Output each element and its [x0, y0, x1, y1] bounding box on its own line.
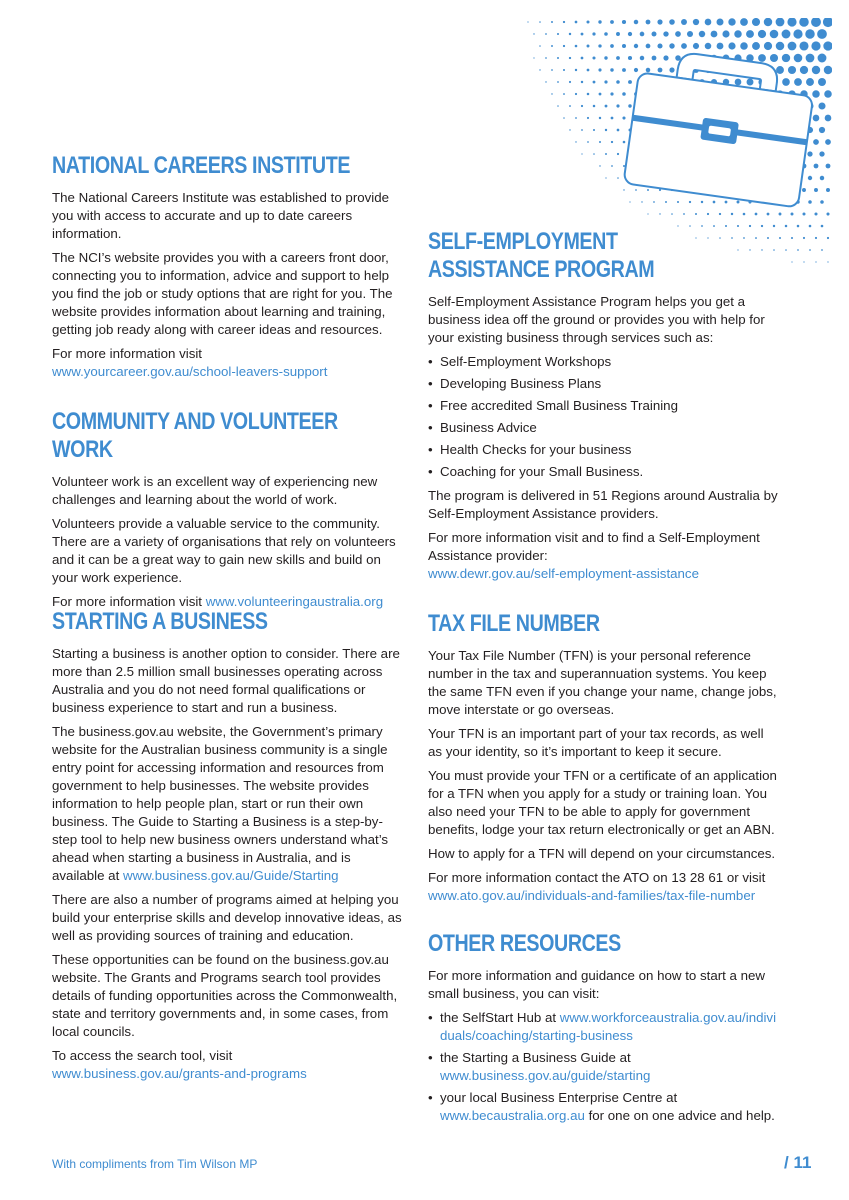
sea-services-list [428, 353, 778, 481]
business-visit-text: To access the search tool, visit [52, 1048, 233, 1063]
volunteer-heading: COMMUNITY AND VOLUNTEER WORK [52, 408, 338, 463]
tfn-heading: TAX FILE NUMBER [428, 610, 600, 637]
briefcase-icon [623, 46, 816, 207]
volunteer-paragraph-2: Volunteers provide a valuable service to the community. There are a variety of organisations that rely on volunteers and it can be a great way to gain new skills and build on your work experience. [52, 516, 396, 585]
sea-link[interactable]: www.dewr.gov.au/self-employment-assistance [428, 566, 699, 581]
tfn-contact-text: For more information contact the ATO on 13 28 61 or visit [428, 870, 766, 885]
volunteer-visit-text: For more information visit [52, 594, 202, 609]
list-item: • the Starting a Business Guide at www.business.gov.au/guide/starting [428, 1050, 651, 1083]
nci-paragraph-1: The National Careers Institute was established to provide you with access to accurate and up to date careers information. [52, 190, 390, 241]
business-paragraph-2 [52, 723, 402, 885]
list-item: • Self-Employment Workshops [428, 354, 612, 369]
business-guide-starting-link[interactable]: www.business.gov.au/guide/starting [440, 1068, 651, 1083]
list-item: • Business Advice [428, 420, 537, 435]
list-item: • your local Business Enterprise Centre at www.becaustralia.org.au for one on one advice and help. [428, 1090, 775, 1123]
business-paragraph-4: These opportunities can be found on the business.gov.au website. The Grants and Programs search tool provides details of funding opportunities across the Commonwealth, state and territory governments and, in some cases, from local councils. [52, 952, 398, 1039]
tfn-paragraph-5 [428, 869, 778, 905]
sea-heading [428, 228, 778, 284]
nci-paragraph-3 [52, 345, 402, 381]
sea-heading-line-2: ASSISTANCE PROGRAM [428, 256, 655, 283]
business-paragraph-3: There are also a number of programs aimed at helping you build your enterprise skills and develop innovative ideas, as well as providing sources of training and education. [52, 892, 402, 943]
footer-compliments: With compliments from Tim Wilson MP [52, 1157, 258, 1171]
list-item: • Developing Business Plans [428, 376, 602, 391]
business-paragraph-5 [52, 1047, 402, 1083]
tfn-link[interactable]: www.ato.gov.au/individuals-and-families/tax-file-number [428, 888, 756, 903]
nci-link[interactable]: www.yourcareer.gov.au/school-leavers-support [52, 364, 328, 379]
business-heading: STARTING A BUSINESS [52, 608, 268, 635]
sea-heading-line-1: SELF-EMPLOYMENT [428, 228, 618, 255]
nci-paragraph-2: The NCI’s website provides you with a careers front door, connecting you to information, advice and support to help you find the job or study options that are right for you. The website provides information about learning and training, getting job ready along with career ideas and resources. [52, 250, 393, 337]
tfn-section [428, 610, 778, 911]
business-paragraph-2-text: The business.gov.au website, the Government’s primary website for the Australian business community is a single entry point for accessing information and resources from government to help businesses. The website provides information to help people plan, start or run their own business. The Guide to Starting a Business is a step-by-step tool to help new business owners understand what’s ahead when starting a business in Australia, and is available at [52, 724, 389, 883]
business-paragraph-1: Starting a business is another option to consider. There are more than 2.5 million small businesses operating across Australia and you do not need formal qualifications or business experience to start and run a business. [52, 646, 400, 715]
volunteer-paragraph-1: Volunteer work is an excellent way of experiencing new challenges and learning about the world of work. [52, 474, 378, 507]
sea-paragraph-3 [428, 529, 778, 583]
nci-visit-text: For more information visit [52, 346, 202, 361]
business-section [52, 608, 402, 1089]
other-resources-list [428, 1009, 778, 1125]
business-guide-link[interactable]: www.business.gov.au/Guide/Starting [122, 868, 339, 883]
selfstart-hub-link[interactable]: www.workforceaustralia.gov.au/individuals/coaching/starting-business [440, 1010, 777, 1043]
sea-paragraph-2: The program is delivered in 51 Regions around Australia by Self-Employment Assistance providers. [428, 488, 778, 521]
other-resources-paragraph: For more information and guidance on how to start a new small business, you can visit: [428, 968, 766, 1001]
list-item: • Free accredited Small Business Training [428, 398, 678, 413]
list-item: • Health Checks for your business [428, 442, 632, 457]
list-item: • Coaching for your Small Business. [428, 464, 644, 479]
tfn-paragraph-3: You must provide your TFN or a certificate of an application for a TFN when you apply for a study or training loan. You also need your TFN to be able to apply for government benefits, lodge your tax return electronically or get an ABN. [428, 768, 777, 837]
sea-visit-text: For more information visit and to find a Self-Employment Assistance provider: [428, 530, 760, 563]
sea-paragraph-1: Self-Employment Assistance Program helps you get a business idea off the ground or provides you with help for your existing business through services such as: [428, 294, 765, 345]
other-resources-section [428, 930, 778, 1131]
becaustralia-link[interactable]: www.becaustralia.org.au [440, 1108, 585, 1123]
nci-section [52, 152, 402, 387]
tfn-paragraph-4: How to apply for a TFN will depend on your circumstances. [428, 846, 776, 861]
business-grants-link[interactable]: www.business.gov.au/grants-and-programs [52, 1066, 307, 1081]
page-number: / 11 [784, 1153, 812, 1172]
tfn-paragraph-1: Your Tax File Number (TFN) is your personal reference number in the tax and superannuation systems. You keep the same TFN even if you change your name, change jobs, move interstate or go overseas. [428, 648, 777, 717]
list-item: • the SelfStart Hub at www.workforceaustralia.gov.au/individuals/coaching/starting-business [428, 1010, 777, 1043]
other-resources-heading: OTHER RESOURCES [428, 930, 621, 957]
sea-section [428, 228, 778, 589]
volunteer-link[interactable]: www.volunteeringaustralia.org [205, 594, 384, 609]
volunteer-section [52, 408, 402, 617]
nci-heading: NATIONAL CAREERS INSTITUTE [52, 152, 351, 179]
tfn-paragraph-2: Your TFN is an important part of your tax records, as well as your identity, so it’s important to keep it secure. [428, 726, 764, 759]
